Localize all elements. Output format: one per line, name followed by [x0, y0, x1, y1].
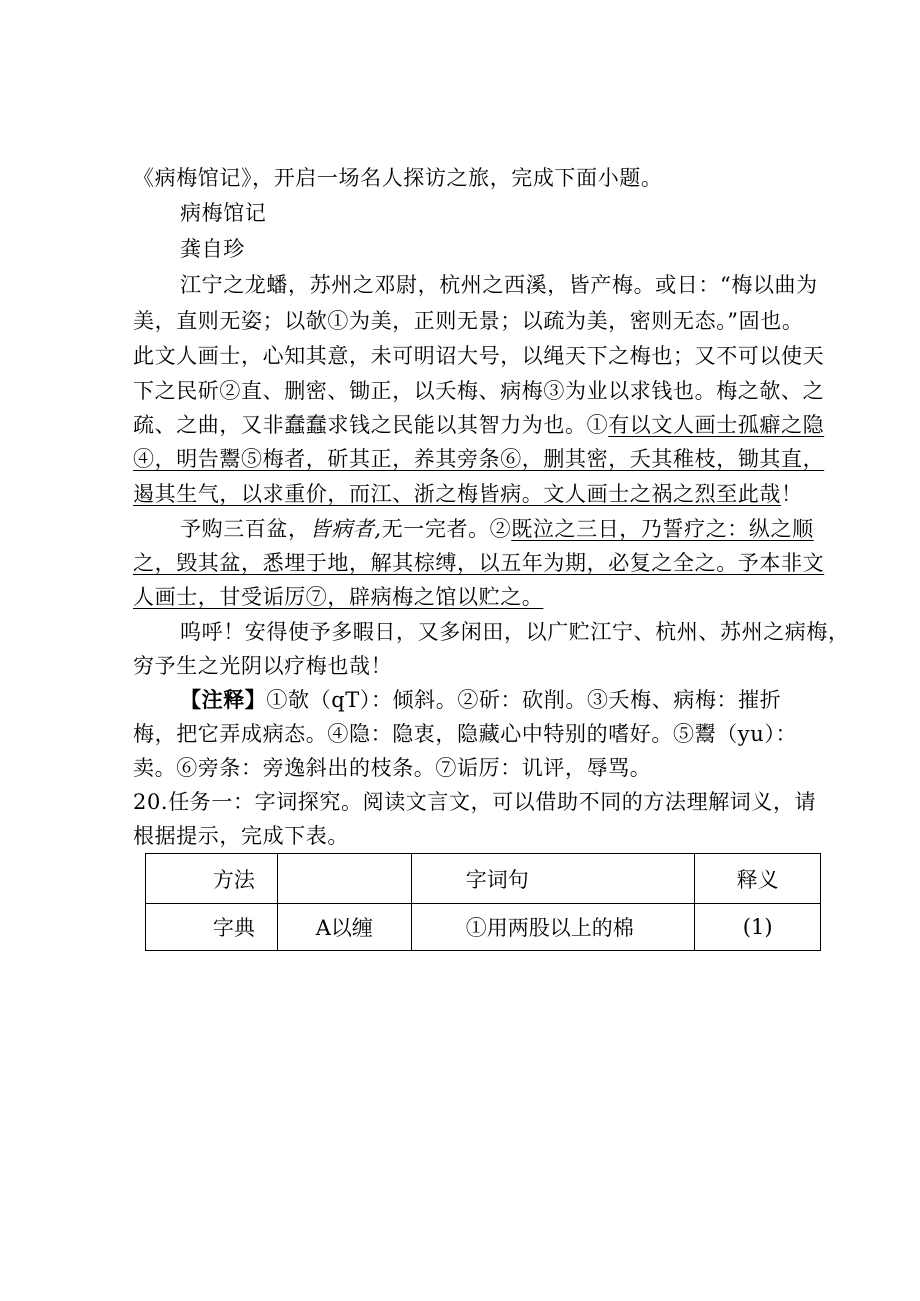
- table-cell: 字典: [146, 904, 278, 951]
- plain-text: ！: [781, 482, 803, 506]
- paragraph-3-line-1: 呜呼！安得使予多暇日，又多闲田，以广贮江宁、杭州、苏州之病梅，: [180, 620, 850, 644]
- question-line-1: 20.任务一：字词探究。阅读文言文，可以借助不同的方法理解词义，请: [133, 790, 817, 814]
- table-cell: A以缠: [277, 904, 411, 951]
- paragraph-2-line-1: [180, 514, 814, 544]
- paragraph-2-line-3: 人画士，甘受诟厉⑦，辟病梅之馆以贮之。: [133, 585, 544, 609]
- plain-text: 疏、之曲，又非蠢蠢求钱之民能以其智力为也。①: [133, 413, 609, 437]
- paragraph-1-line-1: 江宁之龙蟠，苏州之邓尉，杭州之西溪，皆产梅。或日：“梅以曲为: [180, 273, 818, 297]
- table-header-cell: 释义: [695, 854, 821, 904]
- question-line-2: 根据提示，完成下表。: [133, 824, 349, 848]
- essay-title: 病梅馆记: [180, 201, 267, 225]
- notes-label: 【注释】: [180, 687, 267, 712]
- italic-text: 皆病者,: [309, 517, 382, 541]
- task-table: [145, 853, 821, 951]
- underlined-sentence-1: 有以文人画士孤癖之隐: [608, 413, 825, 437]
- paragraph-3-line-2: 穷予生之光阴以疗梅也哉！: [133, 654, 393, 678]
- table-header-row: [146, 854, 821, 904]
- paragraph-2-line-2: 之，毁其盆，悉埋于地，解其棕缚，以五年为期，必复之全之。予本非文: [133, 551, 825, 575]
- notes-line-2: 梅，把它弄成病态。④隐：隐衷，隐藏心中特别的嗜好。⑤鬻（yu）：: [133, 722, 798, 746]
- underlined-sentence-1-end: 遏其生气，以求重价，而江、浙之梅皆病。: [133, 482, 544, 506]
- paragraph-1-line-6: ④，明告鬻⑤梅者，斫其正，养其旁条⑥，删其密，夭其稚枝，锄其直，: [133, 447, 825, 471]
- paragraph-1-line-5: [133, 410, 824, 440]
- notes-line-3: 卖。⑥旁条：旁逸斜出的枝条。⑦诟厉：讥评，辱骂。: [133, 756, 652, 780]
- notes-line-1: [180, 685, 781, 715]
- essay-author: 龚自珍: [180, 237, 245, 261]
- plain-text: 无一完者。②: [381, 517, 512, 541]
- table-row: [146, 904, 821, 951]
- paragraph-1-line-2: 美，直则无姿；以欹①为美，正则无景；以疏为美，密则无态。”固也。: [133, 309, 804, 333]
- underlined-sentence-3: 既泣之三日，乃誓疗之：纵之顺: [511, 517, 814, 541]
- paragraph-1-line-7: [133, 479, 803, 509]
- paragraph-1-line-4: 下之民斫②直、删密、锄正，以夭梅、病梅③为业以求钱也。梅之欹、之: [133, 379, 825, 403]
- table-header-cell: 字词句: [411, 854, 695, 904]
- intro-line: 《病梅馆记》，开启一场名人探访之旅，完成下面小题。: [133, 166, 663, 190]
- notes-text: ①欹（qT）：倾斜。②斫：砍削。③夭梅、病梅：摧折: [266, 688, 782, 712]
- plain-text: 予购三百盆，: [180, 517, 310, 541]
- table-header-cell: 方法: [146, 854, 278, 904]
- table-cell: (1): [695, 904, 821, 951]
- paragraph-1-line-3: 此文人画士，心知其意，未可明诏大号，以绳天下之梅也；又不可以使天: [133, 344, 825, 368]
- table-cell: ①用两股以上的棉: [411, 904, 695, 951]
- table-header-cell: [277, 854, 411, 904]
- underlined-sentence-2: 文人画士之祸之烈至此哉: [543, 482, 782, 506]
